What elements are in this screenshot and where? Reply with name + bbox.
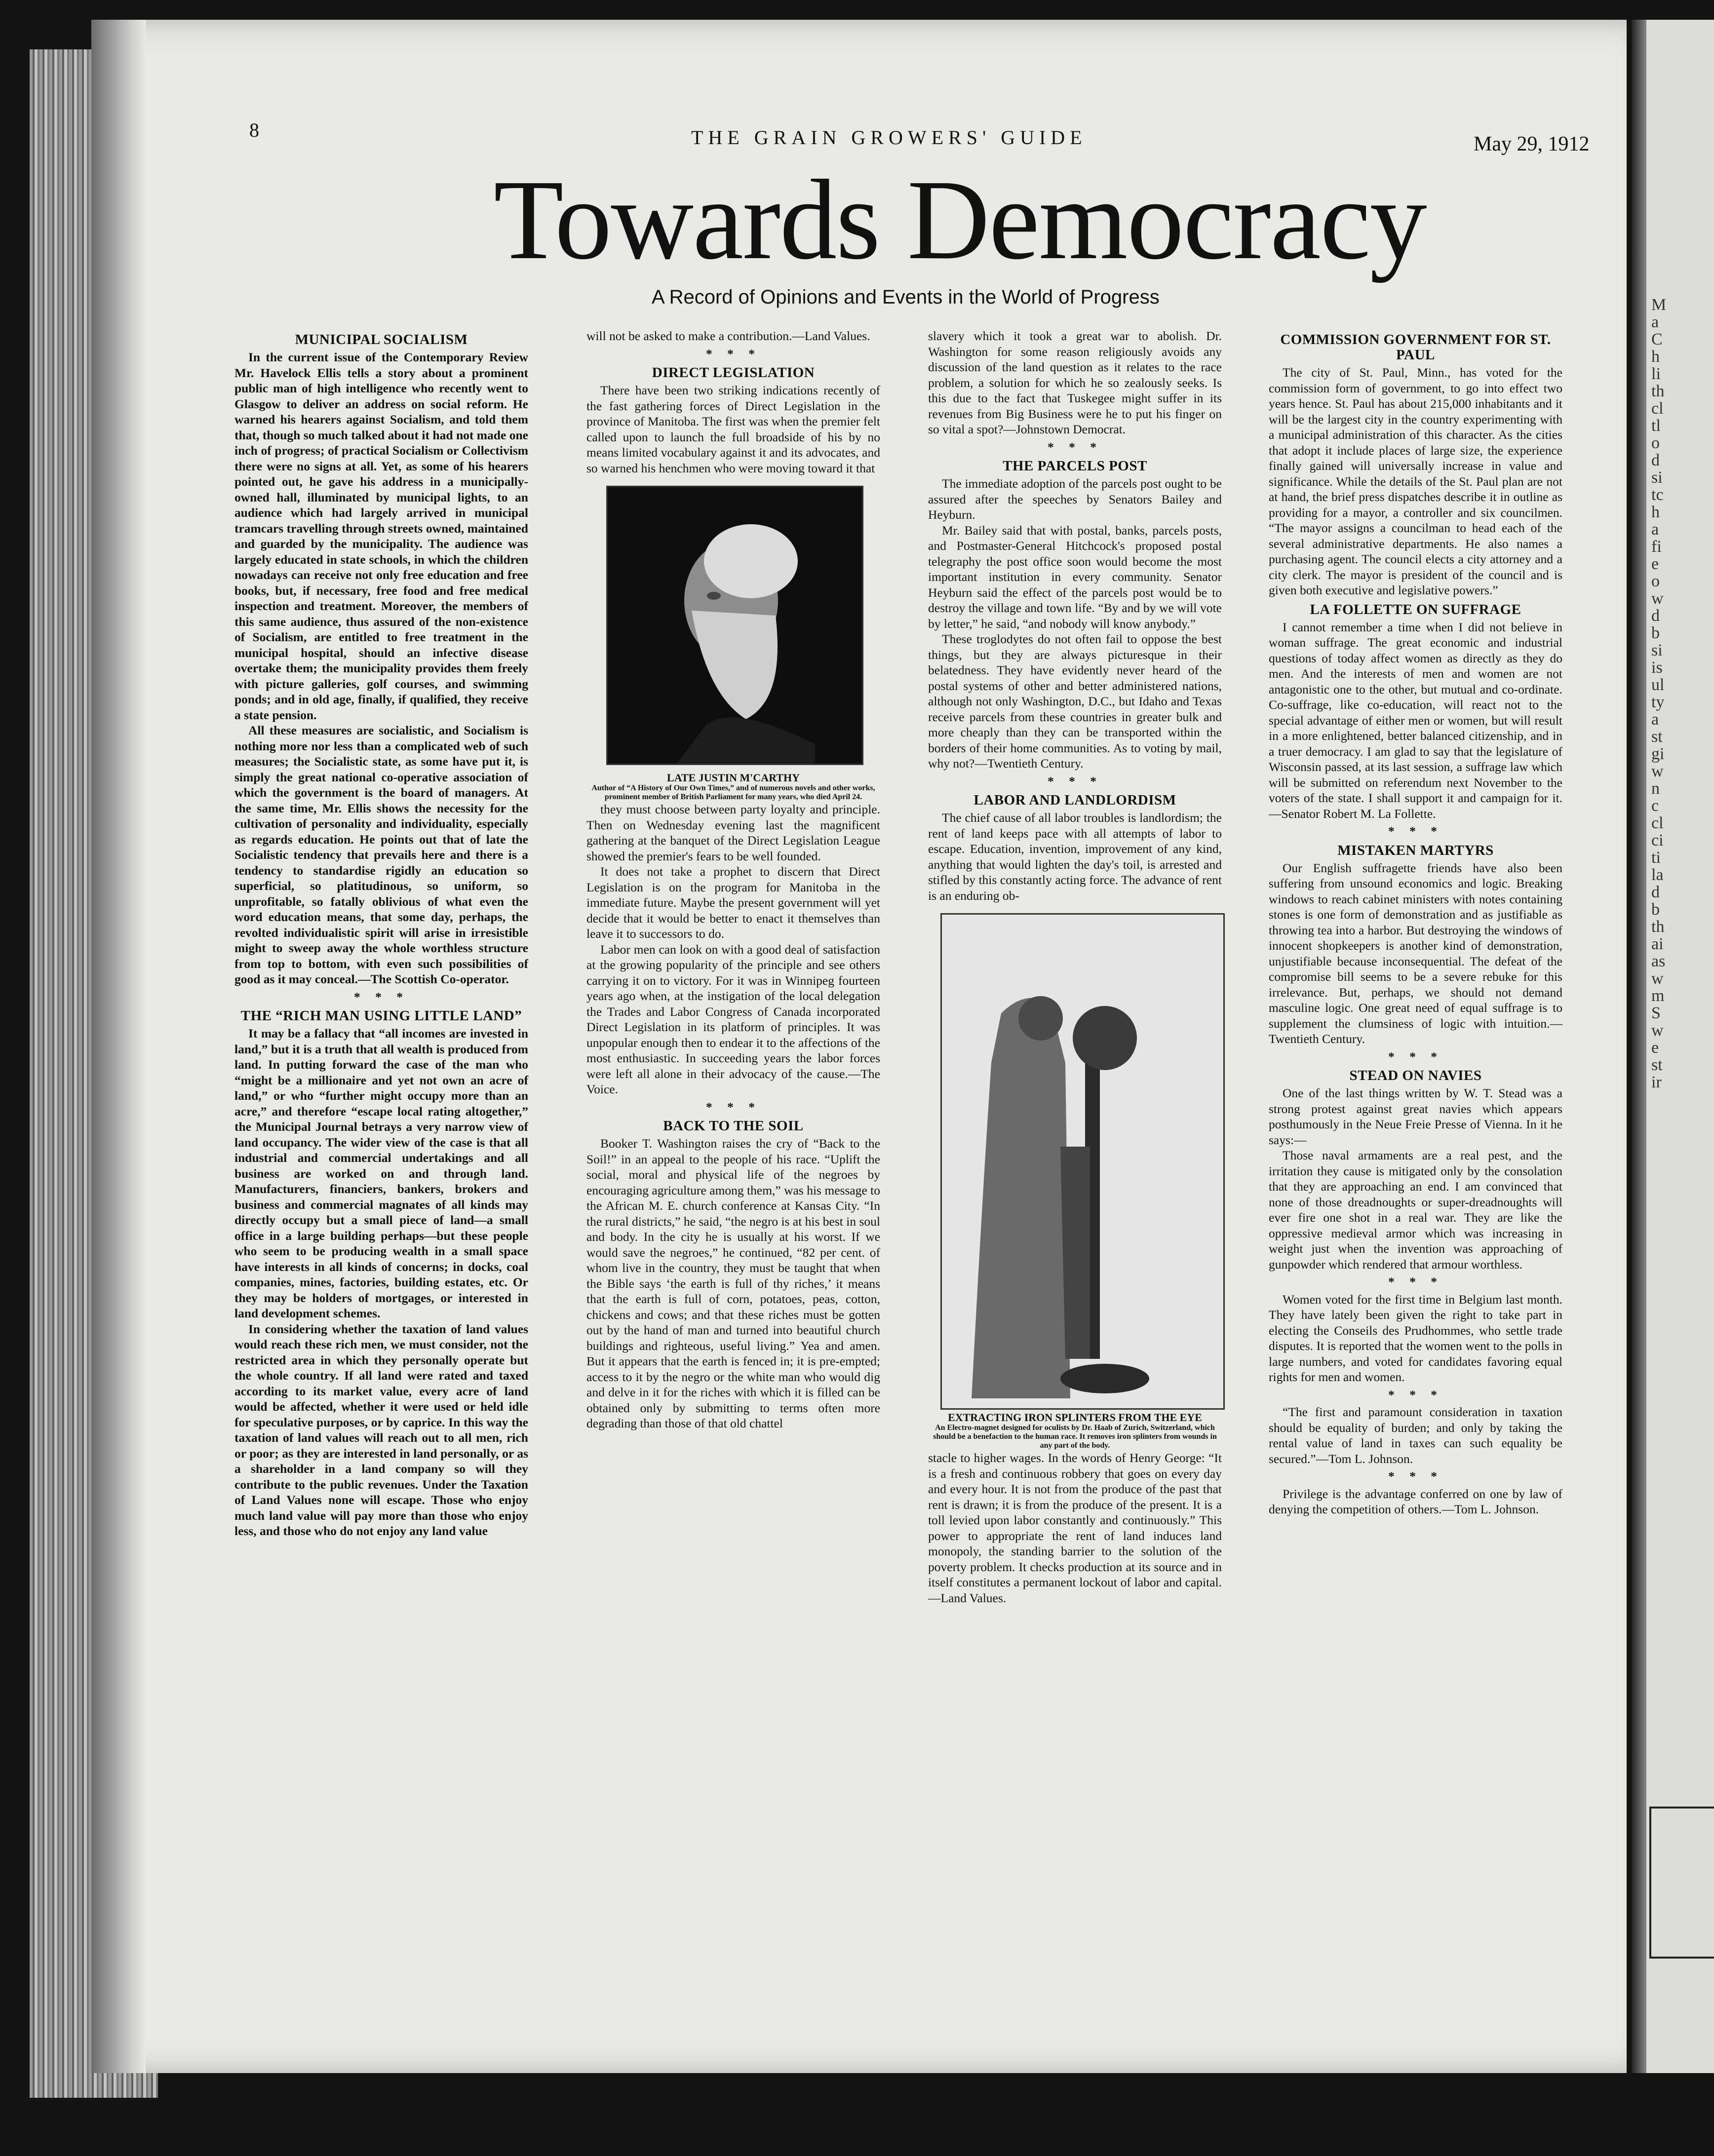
- right-page-fragment: cl: [1651, 399, 1664, 418]
- right-page-fragment: a: [1651, 710, 1659, 729]
- right-page-fragment: as: [1651, 952, 1666, 970]
- right-page-fragment: th: [1651, 918, 1665, 936]
- right-page-fragment: o: [1651, 434, 1660, 452]
- headline-la-follette-on-suffrage: LA FOLLETTE ON SUFFRAGE: [1310, 601, 1521, 617]
- publication-name: THE GRAIN GROWERS' GUIDE: [691, 126, 1087, 149]
- right-page-fragment: d: [1651, 607, 1660, 625]
- column-1: [234, 328, 528, 1539]
- column-3: [928, 328, 1222, 1606]
- photo-electro-magnet: [940, 913, 1225, 1410]
- right-page-fragment: si: [1651, 641, 1663, 659]
- page-spine: [1632, 20, 1646, 2073]
- right-page-fragment: h: [1651, 503, 1660, 521]
- right-page-fragment: ul: [1651, 676, 1665, 694]
- article-paragraph: Booker T. Washington raises the cry of “Back to the Soil!” in an appeal to the people of his race. “Uplift the social, moral and physical life of the negroes by encouraging agriculture among them,” was his message to the African M. E. church conference at Kansas City. “In the rural districts,” he said, “the negro is at his best in soul and body. In the city he is usually at his worst. If we would save the negroes,” he continued, “82 per cent. of whom live in the country, they must be taught that when the Bible says ‘the earth is full of thy riches,’ it means that the earth is full of corn, potatoes, peas, cotton, chickens and cows; and that these riches must be gotten out by the hand of man and turned into beautiful church buildings and righteous, useful living.” Yea and amen. But it appears that the earth is fenced in; it is pre-empted; access to it by the negro or the white man who would dig and delve in it for the riches with which it is filled can be obtained only by submitting to terms often more degrading than those of that old chattel: [586, 1136, 880, 1430]
- right-page-fragment: fi: [1651, 538, 1662, 556]
- section-divider: * * *: [354, 989, 409, 1004]
- right-page-fragment: st: [1651, 1056, 1663, 1074]
- article-paragraph: The city of St. Paul, Minn., has voted for the commission form of government, to go into effect two years hence. St. Paul has about 215,000 inhabitants and it will be the largest city in the country experimenting with a municipal administration of this character. As the cities that adopt it include places of large size, the experience finally gained will universally increase in value and significance. While the details of the St. Paul plan are not at hand, the brief press dispatches describe it in outline as providing for a mayor, a controller and six councilmen. “The mayor assigns a councilman to head each of the several administrative departments. He also names a purchasing agent. The council elects a city attorney and a city clerk. The mayor is president of the council and is given both executive and legislative powers.”: [1269, 365, 1562, 597]
- article-paragraph: Mr. Bailey said that with postal, banks, parcels posts, and Postmaster-General Hitchcock's proposed postal telegraphy the post office soon would become the most important institution in every community. Senator Heyburn said the effect of the parcels post would be to destroy the village and town life. “By and by we will vote by letter,” he said, “and nobody will know anybody.”: [928, 523, 1222, 631]
- photo-slot: [586, 476, 880, 772]
- column-2: [586, 328, 880, 1431]
- right-page-fragment: a: [1651, 313, 1659, 331]
- column-4: [1269, 328, 1562, 1517]
- right-page-fragment: m: [1651, 987, 1665, 1005]
- article-paragraph: These troglodytes do not often fail to oppose the best things, but they are always picturesque in their belatedness. They have evidently never heard of the postal systems of other and better administered nations, although not only Washington, D.C., but Idaho and Texas receive parcels from these countries in greater bulk and more cheaply than they can be transported within the borders of their home communities. As to voting by mail, why not?—Twentieth Century.: [928, 632, 1222, 770]
- headline-municipal-socialism: MUNICIPAL SOCIALISM: [295, 332, 468, 347]
- photo-caption: Author of “A History of Our Own Times,” and of numerous novels and other works, prominent member of British Parliament for many years, who died April 24.: [591, 784, 875, 801]
- issue-date: May 29, 1912: [1474, 133, 1590, 155]
- article-paragraph: There have been two striking indications recently of the fast gathering forces of Direct Legislation in the province of Manitoba. The first was when the premier felt called upon to launch the full broadside of his by no means limited vocabulary against it and its advocates, and so warned his henchmen who were moving toward it that: [586, 383, 880, 475]
- right-page-fragment: tl: [1651, 417, 1661, 435]
- right-page-fragment: ci: [1651, 831, 1664, 849]
- photo-caption: An Electro-magnet designed for oculists by Dr. Haab of Zurich, Switzerland, which should be a benefaction to the human race. It removes iron splinters from wounds in any part of the body.: [933, 1424, 1217, 1450]
- article-paragraph: All these measures are socialistic, and Socialism is nothing more nor less than a complicated web of such measures; the Socialistic state, as some have put it, is simply the great national co-operative association of which the government is the board of managers. At the same time, Mr. Ellis shows the necessity for the cultivation of personality and individuality, especially as regards education. He points out that of late the Socialistic tendency that prevails here and there is a tendency to standardise rigidly an education so superficial, so platitudinous, so uniform, so unprofitable, so fatally oblivious of what even the word education means, that some day, perhaps, the revolted individualistic spirit will arise in irresistible might to sweep away the whole worthless structure from top to bottom, with even such possibilities of good as it may conceal.—The Scottish Co-operator.: [234, 723, 528, 986]
- right-page-fragment: e: [1651, 1039, 1659, 1057]
- article-paragraph: The immediate adoption of the parcels post ought to be assured after the speeches by Senators Bailey and Heyburn.: [928, 476, 1222, 522]
- section-divider: * * *: [1388, 1469, 1443, 1483]
- right-page-fragment: ti: [1651, 848, 1661, 867]
- right-page-fragment: la: [1651, 866, 1664, 884]
- headline-direct-legislation: DIRECT LEGISLATION: [652, 365, 815, 381]
- article-paragraph: I cannot remember a time when I did not believe in woman suffrage. The great economic and industrial questions of today affect women as directly as they do men. And the interests of men and women are not antagonistic one to the other, but mutual and co-ordinate. Co-suffrage, like co-education, will react not to the special advantage of either men or women, but will result in a more enlightened, better balanced citizenship, and in a truer democracy. I am glad to say that the legislature of Wisconsin passed, at its last session, a suffrage law which will be submitted on referendum next November to the voters of the state. I shall support it and campaign for it.—Senator Robert M. La Follette.: [1269, 619, 1562, 821]
- right-page-fragment: c: [1651, 797, 1659, 815]
- right-page-fragment: gi: [1651, 745, 1665, 763]
- right-page-fragment: is: [1651, 658, 1663, 677]
- headline-labor-and-landlordism: LABOR AND LANDLORDISM: [974, 792, 1176, 808]
- article-paragraph: In the current issue of the Contemporary Review Mr. Havelock Ellis tells a story about a prominent public man of high intelligence who recently went to Glasgow to deliver an address on social reform. He warned his hearers against Socialism, and told them that, though so much talked about it had not made one inch of progress; of practical Socialism or Collectivism there were no signs at all. Yet, as some of his hearers pointed out, he gave his address in a municipally-owned hall, illuminated by municipal lights, to an audience which had largely arrived in municipal tramcars travelling through streets owned, maintained and guarded by the municipality. The audience was largely educated in state schools, in which the children nowadays can receive not only free education and free books, but, if necessary, free food and free medical inspection and treatment. Moreover, the members of this same audience, thus assured of the non-existence of Socialism, are entitled to free treatment in the municipal hospital, should an infective disease overtake them; the municipality provides them freely with picture galleries, golf courses, and swimming ponds; and in old age, finally, if qualified, they receive a state pension.: [234, 350, 528, 722]
- photo-caption-title: EXTRACTING IRON SPLINTERS FROM THE EYE: [948, 1411, 1202, 1424]
- article-paragraph: It does not take a prophet to discern that Direct Legislation is on the program for Manitoba in the immediate future. Maybe the present government will yet decide that it would be better to enact it themselves than leave it to successors to do.: [586, 864, 880, 941]
- right-page-box: [1649, 1807, 1714, 1959]
- section-divider: * * *: [1388, 1387, 1443, 1402]
- portrait-photo-justin-mccarthy: [606, 486, 863, 765]
- right-page-fragment: li: [1651, 365, 1661, 383]
- section-divider: * * *: [1388, 1049, 1443, 1064]
- right-page-fragment: o: [1651, 572, 1660, 590]
- right-page-fragment: th: [1651, 382, 1665, 400]
- page-gutter-shadow: [91, 20, 146, 2073]
- right-page-text-fragments: [1651, 296, 1701, 1091]
- right-page-fragment: a: [1651, 520, 1659, 539]
- article-paragraph: slavery which it took a great war to abolish. Dr. Washington for some reason religiously avoids any discussion of the land question as it relates to the race problem, a solution for which he so zealously seeks. Is this due to the fact that Tuskegee might suffer in its revenues from Big Business were he to put his finger on so vital a spot?—Johnstown Democrat.: [928, 329, 1222, 436]
- article-paragraph: will not be asked to make a contribution.—Land Values.: [586, 329, 870, 343]
- article-paragraph: they must choose between party loyalty and principle. Then on Wednesday evening last the magnificent gathering at the banquet of the Direct Legislation League showed the premier's fears to be well founded.: [586, 802, 880, 863]
- section-divider: * * *: [1388, 1274, 1443, 1289]
- right-page-fragment: tc: [1651, 486, 1664, 504]
- right-page-fragment: n: [1651, 779, 1660, 798]
- right-page-fragment: si: [1651, 468, 1663, 487]
- right-page-fragment: w: [1651, 1021, 1664, 1040]
- right-page-fragment: M: [1651, 296, 1667, 314]
- right-page-fragment: d: [1651, 883, 1660, 901]
- adjacent-right-page: [1632, 20, 1714, 2073]
- headline-commission-government: COMMISSION GOVERNMENT FOR ST. PAUL: [1280, 332, 1551, 363]
- right-page-fragment: S: [1651, 1004, 1661, 1022]
- right-page-fragment: e: [1651, 555, 1659, 573]
- article-paragraph: Those naval armaments are a real pest, and the irritation they cause is mitigated only by the consolation that they are approaching an end. I am convinced that none of those dreadnoughts or super-dreadnoughts will ever fire one shot in a real war. They are like the oppressive medieval armor which was increasing in weight just when the invention was approaching of gunpowder which rendered that armour worthless.: [1269, 1148, 1562, 1271]
- right-page-fragment: b: [1651, 624, 1660, 642]
- headline-parcels-post: THE PARCELS POST: [1003, 458, 1147, 474]
- photo-slot: [928, 903, 1222, 1412]
- article-paragraph: “The first and paramount consideration in taxation should be equality of burden; and only by taking the rental value of land in taxes can such equality be secured.”—Tom L. Johnson.: [1269, 1405, 1562, 1466]
- right-page-fragment: cl: [1651, 814, 1664, 832]
- section-divider: * * *: [706, 1099, 761, 1114]
- headline-rich-man: THE “RICH MAN USING LITTLE LAND”: [240, 1008, 522, 1024]
- photo-caption-title: LATE JUSTIN M'CARTHY: [667, 771, 800, 784]
- page-title: Towards Democracy: [494, 156, 1426, 283]
- right-page-fragment: w: [1651, 762, 1664, 780]
- page-number: 8: [249, 119, 259, 141]
- article-paragraph: Labor men can look on with a good deal of satisfaction at the growing popularity of the principle and see others carrying it on to victory. For it was in Winnipeg fourteen years ago when, at the instigation of the local delegation the Trades and Labor Congress of Canada incorporated Direct Legislation in its platform of principles. It was unpopular enough then to endear it to the affections of the most enthusiastic. In succeeding years the labor forces were left all alone in their advocacy of the cause.—The Voice.: [586, 942, 880, 1096]
- right-page-fragment: C: [1651, 330, 1663, 348]
- headline-mistaken-martyrs: MISTAKEN MARTYRS: [1337, 842, 1494, 858]
- section-divider: * * *: [706, 346, 761, 361]
- article-paragraph: One of the last things written by W. T. Stead was a strong protest against great navies which appears posthumously in the Neue Freie Presse of Vienna. In it he says:—: [1269, 1086, 1562, 1147]
- headline-stead-on-navies: STEAD ON NAVIES: [1349, 1068, 1482, 1083]
- section-divider: * * *: [1048, 773, 1102, 788]
- section-divider: * * *: [1048, 439, 1102, 454]
- right-page-fragment: h: [1651, 347, 1660, 366]
- right-page-fragment: ty: [1651, 693, 1665, 711]
- portrait-illustration: [608, 487, 862, 764]
- right-page-fragment: st: [1651, 728, 1663, 746]
- article-paragraph: Privilege is the advantage conferred on one by law of denying the competition of others.—Tom L. Johnson.: [1269, 1486, 1562, 1516]
- article-paragraph: stacle to higher wages. In the words of Henry George: “It is a fresh and continuous robbery that goes on every day and every hour. It is not from the produce of the past that rent is drawn; it is from the produce of the present. It is a toll levied upon labor constantly and continuously.” This power to appropriate the rent of land induces land monopoly, the standing barrier to the solution of the poverty problem. It checks production at its source and in itself constitutes a permanent lockout of labor and capital.—Land Values.: [928, 1451, 1222, 1605]
- article-paragraph: Our English suffragette friends have also been suffering from unsound economics and logic. Breaking windows to reach cabinet ministers with notes containing stones is one form of demonstration and as justifiable as throwing tea into a harbor. But destroying the windows of innocent shopkeepers is another kind of demonstration, unjustifiable because inconsequential. The defeat of the compromise bill seems to be a severe rebuke for this irrelevance. But, perhaps, we should not demand masculine logic. One great need of equal suffrage is to supplement the clumsiness of logic with intuition.—Twentieth Century.: [1269, 860, 1562, 1046]
- article-paragraph: In considering whether the taxation of land values would reach these rich men, we must consider, not the restricted area in which they personally operate but the whole country. If all land were rated and taxed according to its market value, every acre of land would be affected, whether it were used or held idle for speculative purposes, or by caprice. In this way the taxation of land values will reach out to all men, rich or poor; as they are interested in land personally, or as a shareholder in a land company so will they contribute to the public revenues. Under the Taxation of Land Values none will escape. Those who enjoy much land value will pay more than those who enjoy less, and those who do not enjoy any land value: [234, 1321, 528, 1538]
- right-page-fragment: w: [1651, 969, 1664, 988]
- right-page-fragment: ir: [1651, 1073, 1662, 1091]
- article-paragraph: The chief cause of all labor troubles is landlordism; the rent of land keeps pace with all attempts of labor to escape. Education, invention, improvement of any kind, anything that would lighten the day's toil, is arrested and stifled by this constantly acting force. The advance of rent is an enduring ob-: [928, 810, 1222, 903]
- headline-back-to-the-soil: BACK TO THE SOIL: [663, 1118, 804, 1134]
- right-page-fragment: ai: [1651, 935, 1664, 953]
- right-page-fragment: w: [1651, 589, 1664, 608]
- article-paragraph: It may be a fallacy that “all incomes are invested in land,” but it is a truth that all wealth is produced from land. In putting forward the case of the man who “might be a millionaire and yet not own an acre of land,” or who “further might occupy more than an acre,” and therefore “escape local rating altogether,” the Municipal Journal betrays a very narrow view of land occupancy. The wider view of the case is that all industrial and commercial undertakings and all business are worked on and through land. Manufacturers, financiers, bankers, brokers and business and commercial magnates of all kinds may directly occupy but a small piece of land—a small office in a large building perhaps—but these people who seem to be producing wealth in a small space have interests in all kinds of concerns; in docks, coal companies, mines, factories, building estates, etc. Or they may be holders of mortgages, or interested in land development schemes.: [234, 1026, 528, 1320]
- page-subtitle: A Record of Opinions and Events in the World of Progress: [652, 286, 1160, 308]
- section-divider: * * *: [1388, 824, 1443, 838]
- right-page-fragment: b: [1651, 900, 1660, 919]
- right-page-fragment: d: [1651, 451, 1660, 469]
- article-paragraph: Women voted for the first time in Belgium last month. They have lately been given the right to take part in electing the Conseils des Prudhommes, who settle trade disputes. It is reported that the women went to the polls in large numbers, and voted for candidates favoring equal rights for men and women.: [1269, 1292, 1562, 1384]
- electro-magnet-illustration: [942, 915, 1223, 1408]
